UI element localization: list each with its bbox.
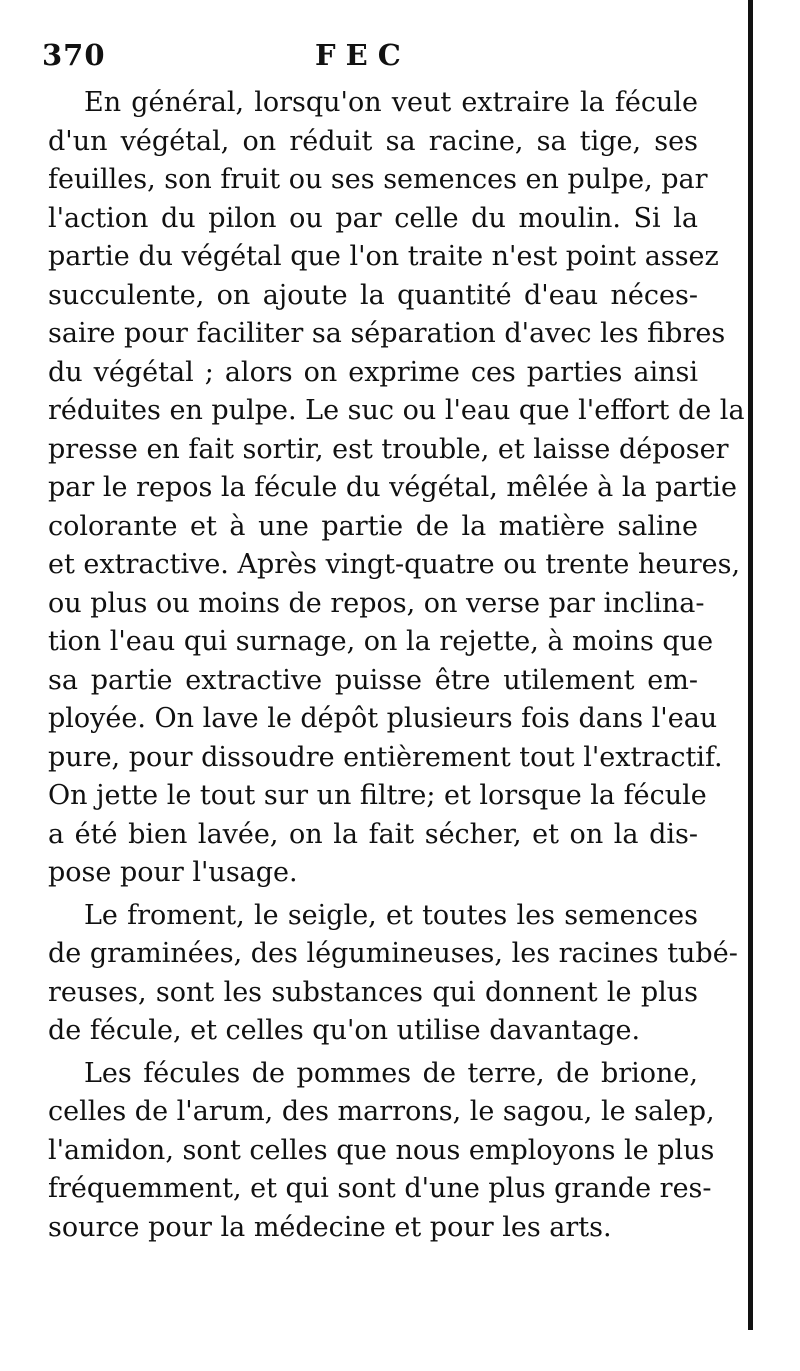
text-line: Les fécules de pommes de terre, de brione, [84, 1057, 698, 1089]
text-line: celles de l'arum, des marrons, le sagou, le salep, [48, 1096, 715, 1127]
text-line: ou plus ou moins de repos, on verse par inclina- [48, 587, 705, 619]
paragraph [48, 84, 745, 893]
text-line: pure, pour dissoudre entièrement tout l'extractif. [48, 741, 723, 773]
text-line: feuilles, son fruit ou ses semences en pulpe, par [48, 164, 708, 195]
running-head: FEC [315, 38, 411, 72]
text-line: de graminées, des légumineuses, les racines tubé- [48, 938, 738, 969]
page-number: 370 [42, 38, 106, 72]
text-line: succulente, on ajoute la quantité d'eau néces- [48, 279, 698, 311]
text-line: tion l'eau qui surnage, on la rejette, à moins que [48, 626, 714, 657]
text-line: l'action du pilon ou par celle du moulin. Si la [48, 202, 698, 234]
text-line: reuses, sont les substances qui donnent le plus [48, 976, 698, 1008]
text-line: Le froment, le seigle, et toutes les semences [84, 899, 698, 931]
text-line: du végétal ; alors on exprime ces parties ainsi [48, 356, 698, 388]
text-line: On jette le tout sur un filtre; et lorsque la fécule [48, 780, 707, 811]
body-text [48, 84, 745, 1247]
text-line: par le repos la fécule du végétal, mêlée à la partie [48, 472, 737, 503]
paragraph [48, 1055, 715, 1248]
text-line: et extractive. Après vingt-quatre ou trente heures, [48, 549, 741, 580]
text-line: sa partie extractive puisse être utilement em- [48, 664, 698, 696]
text-line: réduites en pulpe. Le suc ou l'eau que l'effort de la [48, 395, 745, 426]
text-line: pose pour l'usage. [48, 857, 298, 888]
text-line: colorante et à une partie de la matière saline [48, 510, 698, 542]
text-line: de fécule, et celles qu'on utilise davantage. [48, 1015, 641, 1046]
text-line: presse en fait sortir, est trouble, et laisse déposer [48, 433, 729, 465]
text-line: source pour la médecine et pour les arts. [48, 1211, 612, 1243]
paragraph [48, 897, 738, 1051]
text-line: ployée. On lave le dépôt plusieurs fois dans l'eau [48, 703, 718, 734]
text-line: En général, lorsqu'on veut extraire la fécule [84, 87, 698, 118]
text-line: fréquemment, et qui sont d'une plus grande res- [48, 1173, 712, 1204]
text-line: d'un végétal, on réduit sa racine, sa tige, ses [48, 125, 698, 157]
text-line: l'amidon, sont celles que nous employons le plus [48, 1134, 715, 1166]
text-line: partie du végétal que l'on traite n'est point assez [48, 241, 719, 272]
text-line: a été bien lavée, on la fait sécher, et on la dis- [48, 818, 698, 850]
page-edge-rule [748, 0, 753, 1330]
text-line: saire pour faciliter sa séparation d'avec les fibres [48, 318, 726, 349]
